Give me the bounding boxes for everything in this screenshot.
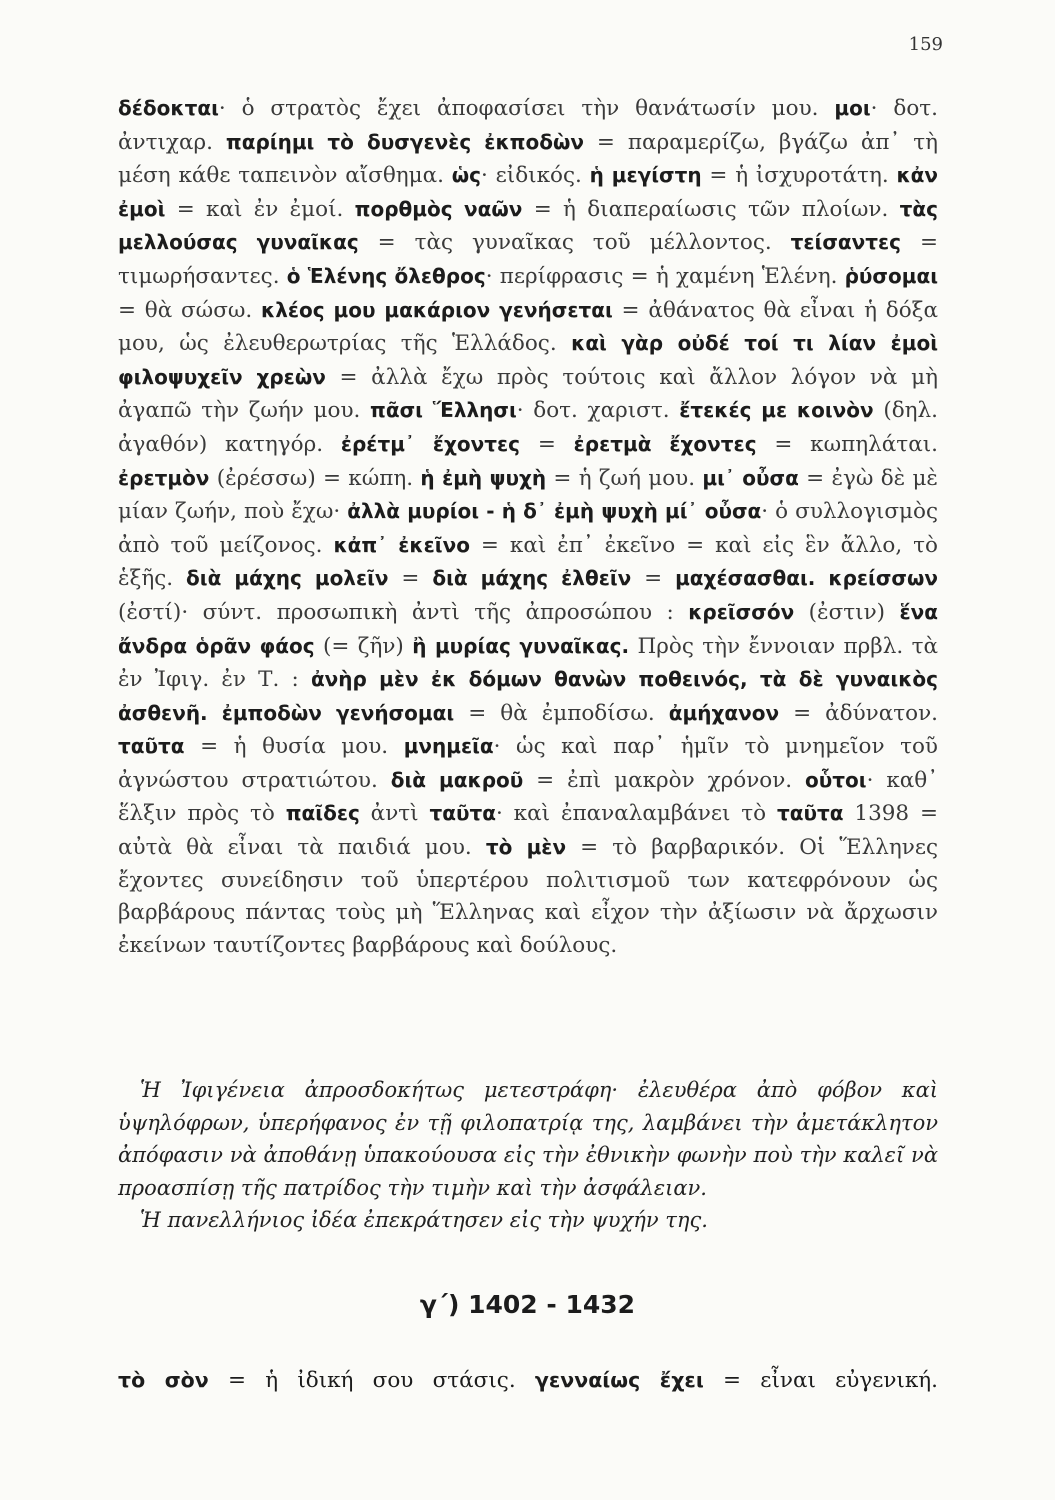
gloss: = ἐγὼ δὲ μὲ μίαν ζωήν, ποὺ ἔχω· xyxy=(118,465,938,525)
lemma: ἐμποδὼν γενήσομαι xyxy=(221,700,455,725)
gloss: = ἀλλὰ ἔχω πρὸς τούτοις καὶ ἄλλον λόγον νὰ μὴ ἀγαπῶ τὴν ζωήν μου. xyxy=(118,364,938,424)
gloss: (= ζῆν) xyxy=(314,633,413,659)
gloss: · καὶ ἐπαναλαμβάνει τὸ xyxy=(495,801,777,827)
lemma: πᾶσι Ἕλλησι xyxy=(370,398,517,423)
gloss: · καθ᾿ ἕλξιν πρὸς τὸ xyxy=(118,767,938,827)
lemma: τὸ σὸν xyxy=(118,1368,209,1392)
gloss: · δοτ. χαριστ. xyxy=(516,398,680,424)
lemma: κρεῖσσόν xyxy=(688,599,795,624)
gloss: · ὡς καὶ παρ᾿ ἡμῖν τὸ μνημεῖον τοῦ ἀγνώστου στρατιώτου. xyxy=(118,734,938,793)
gloss: (δηλ. ἀγαθόν) κατηγόρ. xyxy=(118,398,939,457)
lemma: ὁ Ἑλένης ὄλεθρος xyxy=(286,263,486,288)
lemma: γενναίως ἔχει xyxy=(534,1368,704,1392)
lemma: μοι xyxy=(834,96,871,120)
gloss: · περίφρασις = ἡ χαμένη Ἑλένη. xyxy=(485,263,845,289)
lemma: διὰ μάχης ἐλθεῖν xyxy=(432,566,632,591)
lemma: ταῦτα xyxy=(429,801,496,826)
commentary-text xyxy=(118,92,938,962)
lemma: ἡ ἐμὴ ψυχὴ xyxy=(420,465,547,490)
lemma: πορθμὸς ναῶν xyxy=(354,196,523,221)
lemma: ἀλλὰ μυρίοι - ἡ δ᾿ ἐμὴ ψυχὴ μί᾿ οὖσα xyxy=(347,499,762,524)
lemma: ἔτεκές με κοινὸν xyxy=(679,398,874,423)
section-commentary xyxy=(118,1364,938,1397)
lemma: τὸ μὲν xyxy=(485,835,567,860)
gloss: = τὸ βαρβαρικόν. Οἱ Ἕλληνες ἔχοντες συνείδησιν τοῦ ὑπερτέρου πολιτισμοῦ των κατεφρόνουν ὡς βαρβάρους πάντας τοὺς μὴ Ἕλληνας καὶ εἶχον τὴν ἀξίωσιν νὰ ἄρχωσιν ἐκείνων ταυτίζοντες βαρβάρους καὶ δούλους. xyxy=(118,835,939,958)
gloss: · ὁ στρατὸς ἔχει ἀποφασίσει τὴν θανάτωσίν μου. xyxy=(218,96,835,121)
lemma: παρίημι τὸ δυσγενὲς ἐκποδὼν xyxy=(225,129,584,154)
lemma: παῖδες xyxy=(285,801,360,826)
lemma: ἐρετμὸν xyxy=(118,465,210,490)
gloss: = ἡ ἰδική σου στάσις. xyxy=(208,1368,535,1393)
gloss: = ἐπὶ μακρὸν χρόνον. xyxy=(523,767,806,793)
lemma: μι᾿ οὖσα xyxy=(702,465,799,490)
lemma: οὗτοι xyxy=(805,767,867,792)
gloss: = καὶ ἐπ᾿ ἐκεῖνο = καὶ εἰς ἓν ἄλλο, τὸ ἑξῆς. xyxy=(118,532,938,592)
gloss: (ἐστί)· σύντ. προσωπικὴ ἀντὶ τῆς ἀπροσώπου : xyxy=(118,599,689,625)
lemma: τείσαντες xyxy=(790,230,902,255)
gloss: = ἀθάνατος θὰ εἶναι ἡ δόξα μου, ὡς ἐλευθερωτρίας τῆς Ἑλλάδος. xyxy=(118,297,939,357)
gloss: · εἰδικός. xyxy=(481,163,590,189)
lemma: κἀν ἐμοὶ xyxy=(118,163,939,221)
gloss: = καὶ ἐν ἐμοί. xyxy=(165,196,355,222)
lemma: μαχέσασθαι. κρείσσων xyxy=(675,566,938,591)
lemma: κλέος μου μακάριον γενήσεται xyxy=(261,297,613,322)
gloss: = xyxy=(388,566,433,592)
gloss: · ὁ συλλογισμὸς ἀπὸ τοῦ μείζονος. xyxy=(118,499,938,558)
gloss: = θὰ ἐμποδίσω. xyxy=(454,700,669,726)
gloss: 1398 = αὐτὰ θὰ εἶναι τὰ παιδιά μου. xyxy=(118,801,938,861)
lemma: ἕνα ἄνδρα ὁρᾶν φάος xyxy=(118,599,938,658)
gloss: = κωπηλάται. xyxy=(756,431,938,457)
lemma: κἀπ᾿ ἐκεῖνο xyxy=(333,532,470,557)
gloss: = εἶναι εὐγενική. xyxy=(703,1368,938,1393)
lemma: καὶ γὰρ οὐδέ τοί τι λίαν ἐμοὶ φιλοψυχεῖν χρεὼν xyxy=(118,331,939,389)
summary-sentence: Ἡ Ἰφιγένεια ἀπροσδοκήτως μετεστράφη· ἐλευθέρα ἀπὸ φόβον καὶ ὑψηλόφρων, ὑπερήφανος ἐν τῇ φιλοπατρίᾳ της, λαμβάνει τὴν ἀμετάκλητον ἀπόφασιν νὰ ἀποθάνῃ ὑπακούουσα εἰς τὴν ἐθνικὴν φωνὴν ποὺ τὴν καλεῖ νὰ προασπίσῃ τῆς πατρίδος τὴν τιμὴν καὶ τὴν ἀσφάλειαν. xyxy=(118,1078,938,1200)
gloss: = θὰ σώσω. xyxy=(118,297,262,323)
lemma: ῥύσομαι xyxy=(844,263,938,288)
lemma: ἐρετμὰ ἔχοντες xyxy=(573,431,757,456)
lemma: ἀμήχανον xyxy=(668,700,780,725)
gloss: (ἐρέσσω) = κώπη. xyxy=(209,465,421,491)
lemma: ἐρέτμ᾿ ἔχοντες xyxy=(340,431,521,456)
page-number: 159 xyxy=(908,34,943,55)
gloss: Πρὸς τὴν ἔννοιαν πρβλ. τὰ ἐν Ἰφιγ. ἐν Τ. : xyxy=(118,633,938,693)
gloss: = ἡ ἰσχυροτάτη. xyxy=(701,163,897,189)
lemma: ἡ μεγίστη xyxy=(589,163,702,188)
section-heading: γ΄) 1402 - 1432 xyxy=(419,1290,636,1319)
summary-sentence: Ἡ πανελλήνιος ἰδέα ἐπεκράτησεν εἰς τὴν ψυχήν της. xyxy=(140,1208,708,1233)
gloss: = ἡ ζωή μου. xyxy=(546,465,703,491)
gloss: (ἐστιν) xyxy=(794,599,900,625)
lemma: ἢ μυρίας γυναῖκας. xyxy=(412,633,630,658)
gloss xyxy=(208,701,222,726)
gloss: ἀντὶ xyxy=(359,801,430,827)
summary-paragraph xyxy=(118,1074,938,1237)
gloss: = τιμωρήσαντες. xyxy=(118,230,938,289)
gloss: = xyxy=(631,566,676,592)
lemma: διὰ μακροῦ xyxy=(390,767,524,792)
lemma: δέδοκται xyxy=(118,96,219,120)
lemma: ὡς xyxy=(451,163,482,188)
lemma: διὰ μάχης μολεῖν xyxy=(186,566,389,591)
lemma: ταῦτα xyxy=(118,734,185,759)
gloss: = ἀδύνατον. xyxy=(779,700,938,726)
lemma: ἀνὴρ μὲν ἐκ δόμων θανὼν ποθεινός, τὰ δὲ γυναικὸς ἀσθενῆ. xyxy=(118,667,938,725)
lemma: μνημεῖα xyxy=(403,734,494,759)
gloss: = ἡ θυσία μου. xyxy=(184,734,404,760)
gloss: = xyxy=(520,431,574,457)
gloss: = παραμερίζω, βγάζω ἀπ᾿ τὴ μέση κάθε ταπεινὸν αἴσθημα. xyxy=(118,129,938,189)
lemma: ταῦτα xyxy=(777,801,844,826)
gloss: · δοτ. ἀντιχαρ. xyxy=(118,96,938,155)
gloss: = ἡ διαπεραίωσις τῶν πλοίων. xyxy=(522,196,900,222)
lemma: τὰς μελλούσας γυναῖκας xyxy=(118,196,938,255)
gloss: = τὰς γυναῖκας τοῦ μέλλοντος. xyxy=(358,230,791,256)
